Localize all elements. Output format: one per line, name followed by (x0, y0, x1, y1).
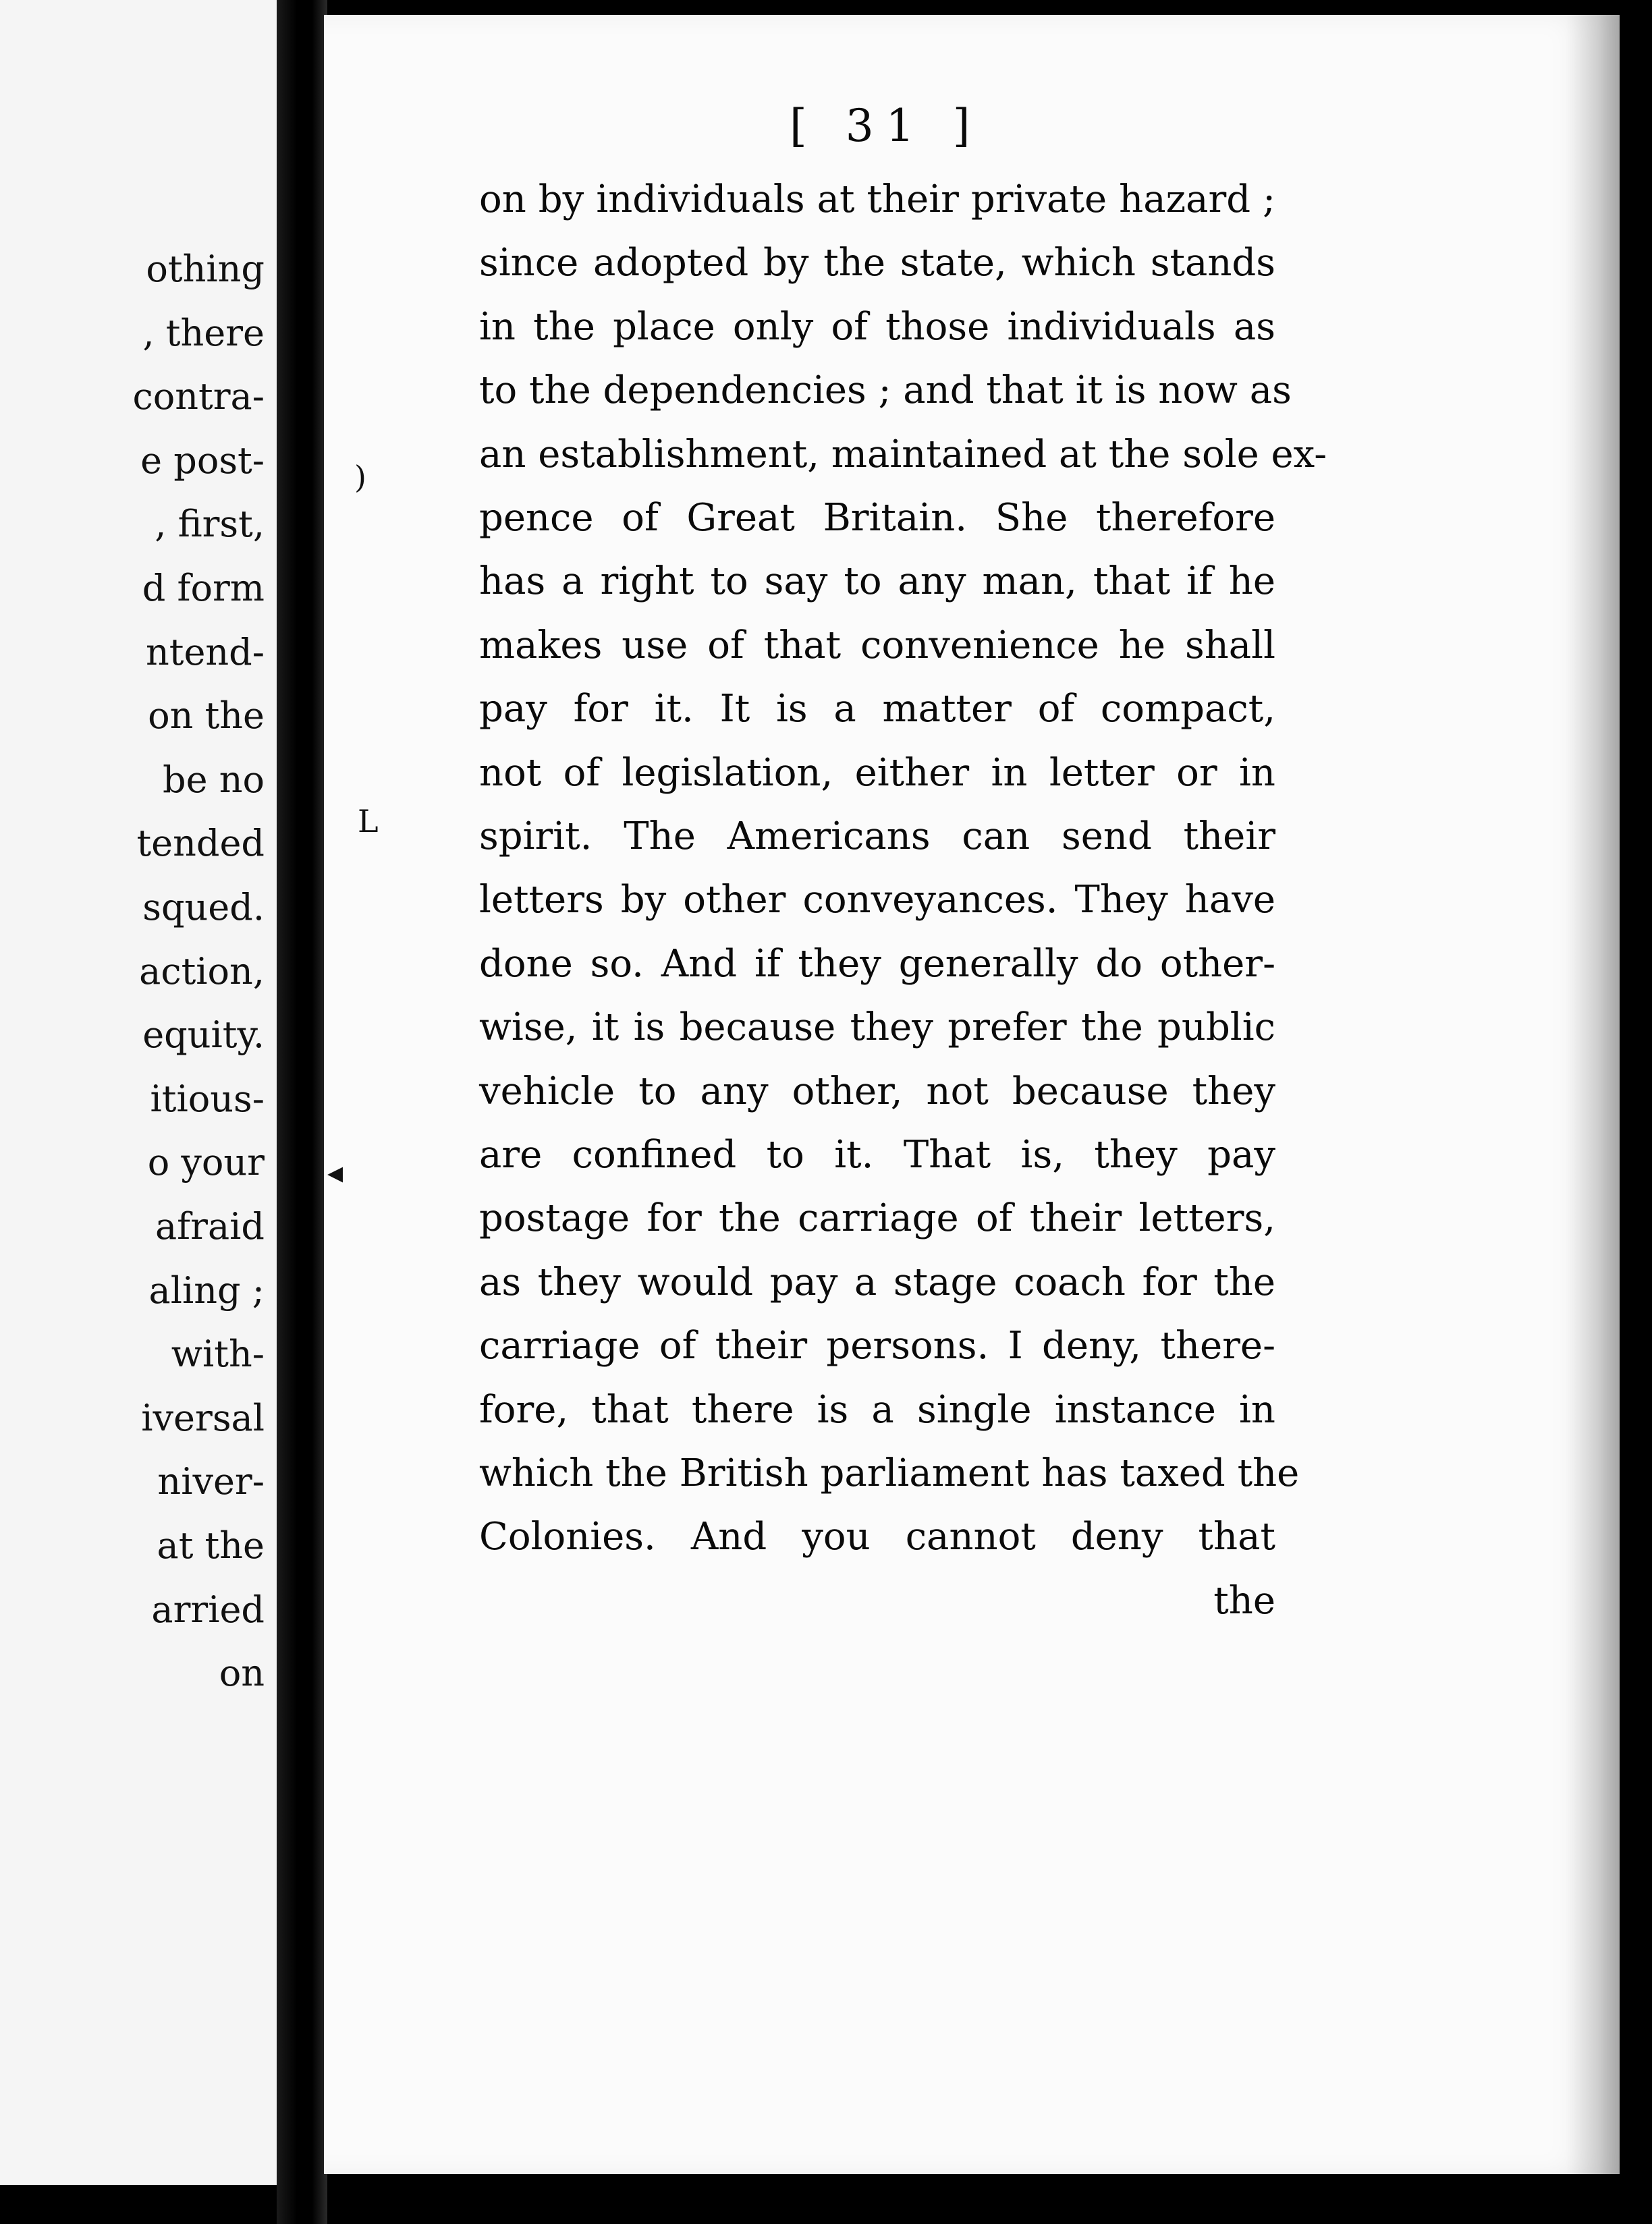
left-page (0, 0, 281, 2185)
text-line: fore, that there is a single instance in (479, 1387, 1275, 1432)
text-line: pence of Great Britain. She therefore (479, 495, 1275, 540)
left-text-fragment: arried (151, 1588, 265, 1631)
text-line: as they would pay a stage coach for the (479, 1260, 1275, 1304)
left-text-fragment: othing (146, 248, 265, 290)
left-text-fragment: action, (139, 949, 265, 993)
left-text-fragment: niver- (157, 1460, 265, 1503)
left-text-fragment: be no (163, 758, 265, 801)
left-text-fragment: at the (157, 1524, 265, 1567)
left-text-fragment: itious- (150, 1077, 265, 1120)
text-line: makes use of that convenience he shall (479, 623, 1275, 667)
left-text-fragment: squed. (142, 886, 265, 928)
text-line: an establishment, maintained at the sole ex- (479, 432, 1327, 476)
left-text-fragment: equity. (142, 1013, 265, 1057)
text-line: Colonies. And you cannot deny that (479, 1515, 1275, 1559)
margin-mark: ) (354, 459, 366, 495)
left-text-fragment: ntend- (145, 630, 265, 673)
left-text-fragment: with- (171, 1333, 265, 1376)
book-gutter (277, 0, 327, 2224)
left-text-fragment: iversal (141, 1396, 265, 1439)
text-line: to the dependencies ; and that it is now as (479, 368, 1292, 413)
text-line: carriage of their persons. I deny, there- (479, 1324, 1275, 1368)
text-line: the (1213, 1578, 1275, 1623)
left-text-fragment: o your (147, 1141, 265, 1184)
left-text-fragment: on the (148, 694, 265, 738)
left-text-fragment: d form (142, 567, 265, 609)
page-edge-shadow (1566, 15, 1620, 2174)
margin-mark: ◂ (327, 1154, 343, 1190)
text-line: which the British parliament has taxed the (479, 1451, 1300, 1495)
left-text-fragment: e post- (140, 439, 265, 482)
text-line: on by individuals at their private hazard ; (479, 177, 1275, 221)
text-line: postage for the carriage of their letters, (479, 1196, 1275, 1241)
left-text-fragment: afraid (155, 1205, 265, 1248)
text-line: pay for it. It is a matter of compact, (479, 687, 1275, 731)
text-line: letters by other conveyances. They have (479, 878, 1275, 922)
left-text-fragment: , there (142, 311, 265, 354)
left-text-fragment: aling ; (148, 1269, 265, 1312)
text-line: are confined to it. That is, they pay (479, 1132, 1275, 1177)
text-line: done so. And if they generally do other- (479, 941, 1275, 986)
text-line: spirit. The Americans can send their (479, 814, 1275, 858)
text-line: since adopted by the state, which stands (479, 241, 1275, 285)
text-line: in the place only of those individuals as (479, 304, 1275, 349)
left-text-fragment: contra- (132, 375, 265, 418)
text-line: vehicle to any other, not because they (479, 1069, 1275, 1113)
text-line: not of legislation, either in letter or in (479, 750, 1275, 795)
left-text-fragment: tended (136, 822, 265, 865)
page-number: [ 31 ] (790, 100, 983, 152)
margin-mark: L (358, 803, 379, 839)
left-text-fragment: on (219, 1652, 265, 1695)
text-line: wise, it is because they prefer the public (479, 1005, 1275, 1050)
left-text-fragment: , first, (155, 503, 265, 546)
text-line: has a right to say to any man, that if he (479, 559, 1275, 604)
